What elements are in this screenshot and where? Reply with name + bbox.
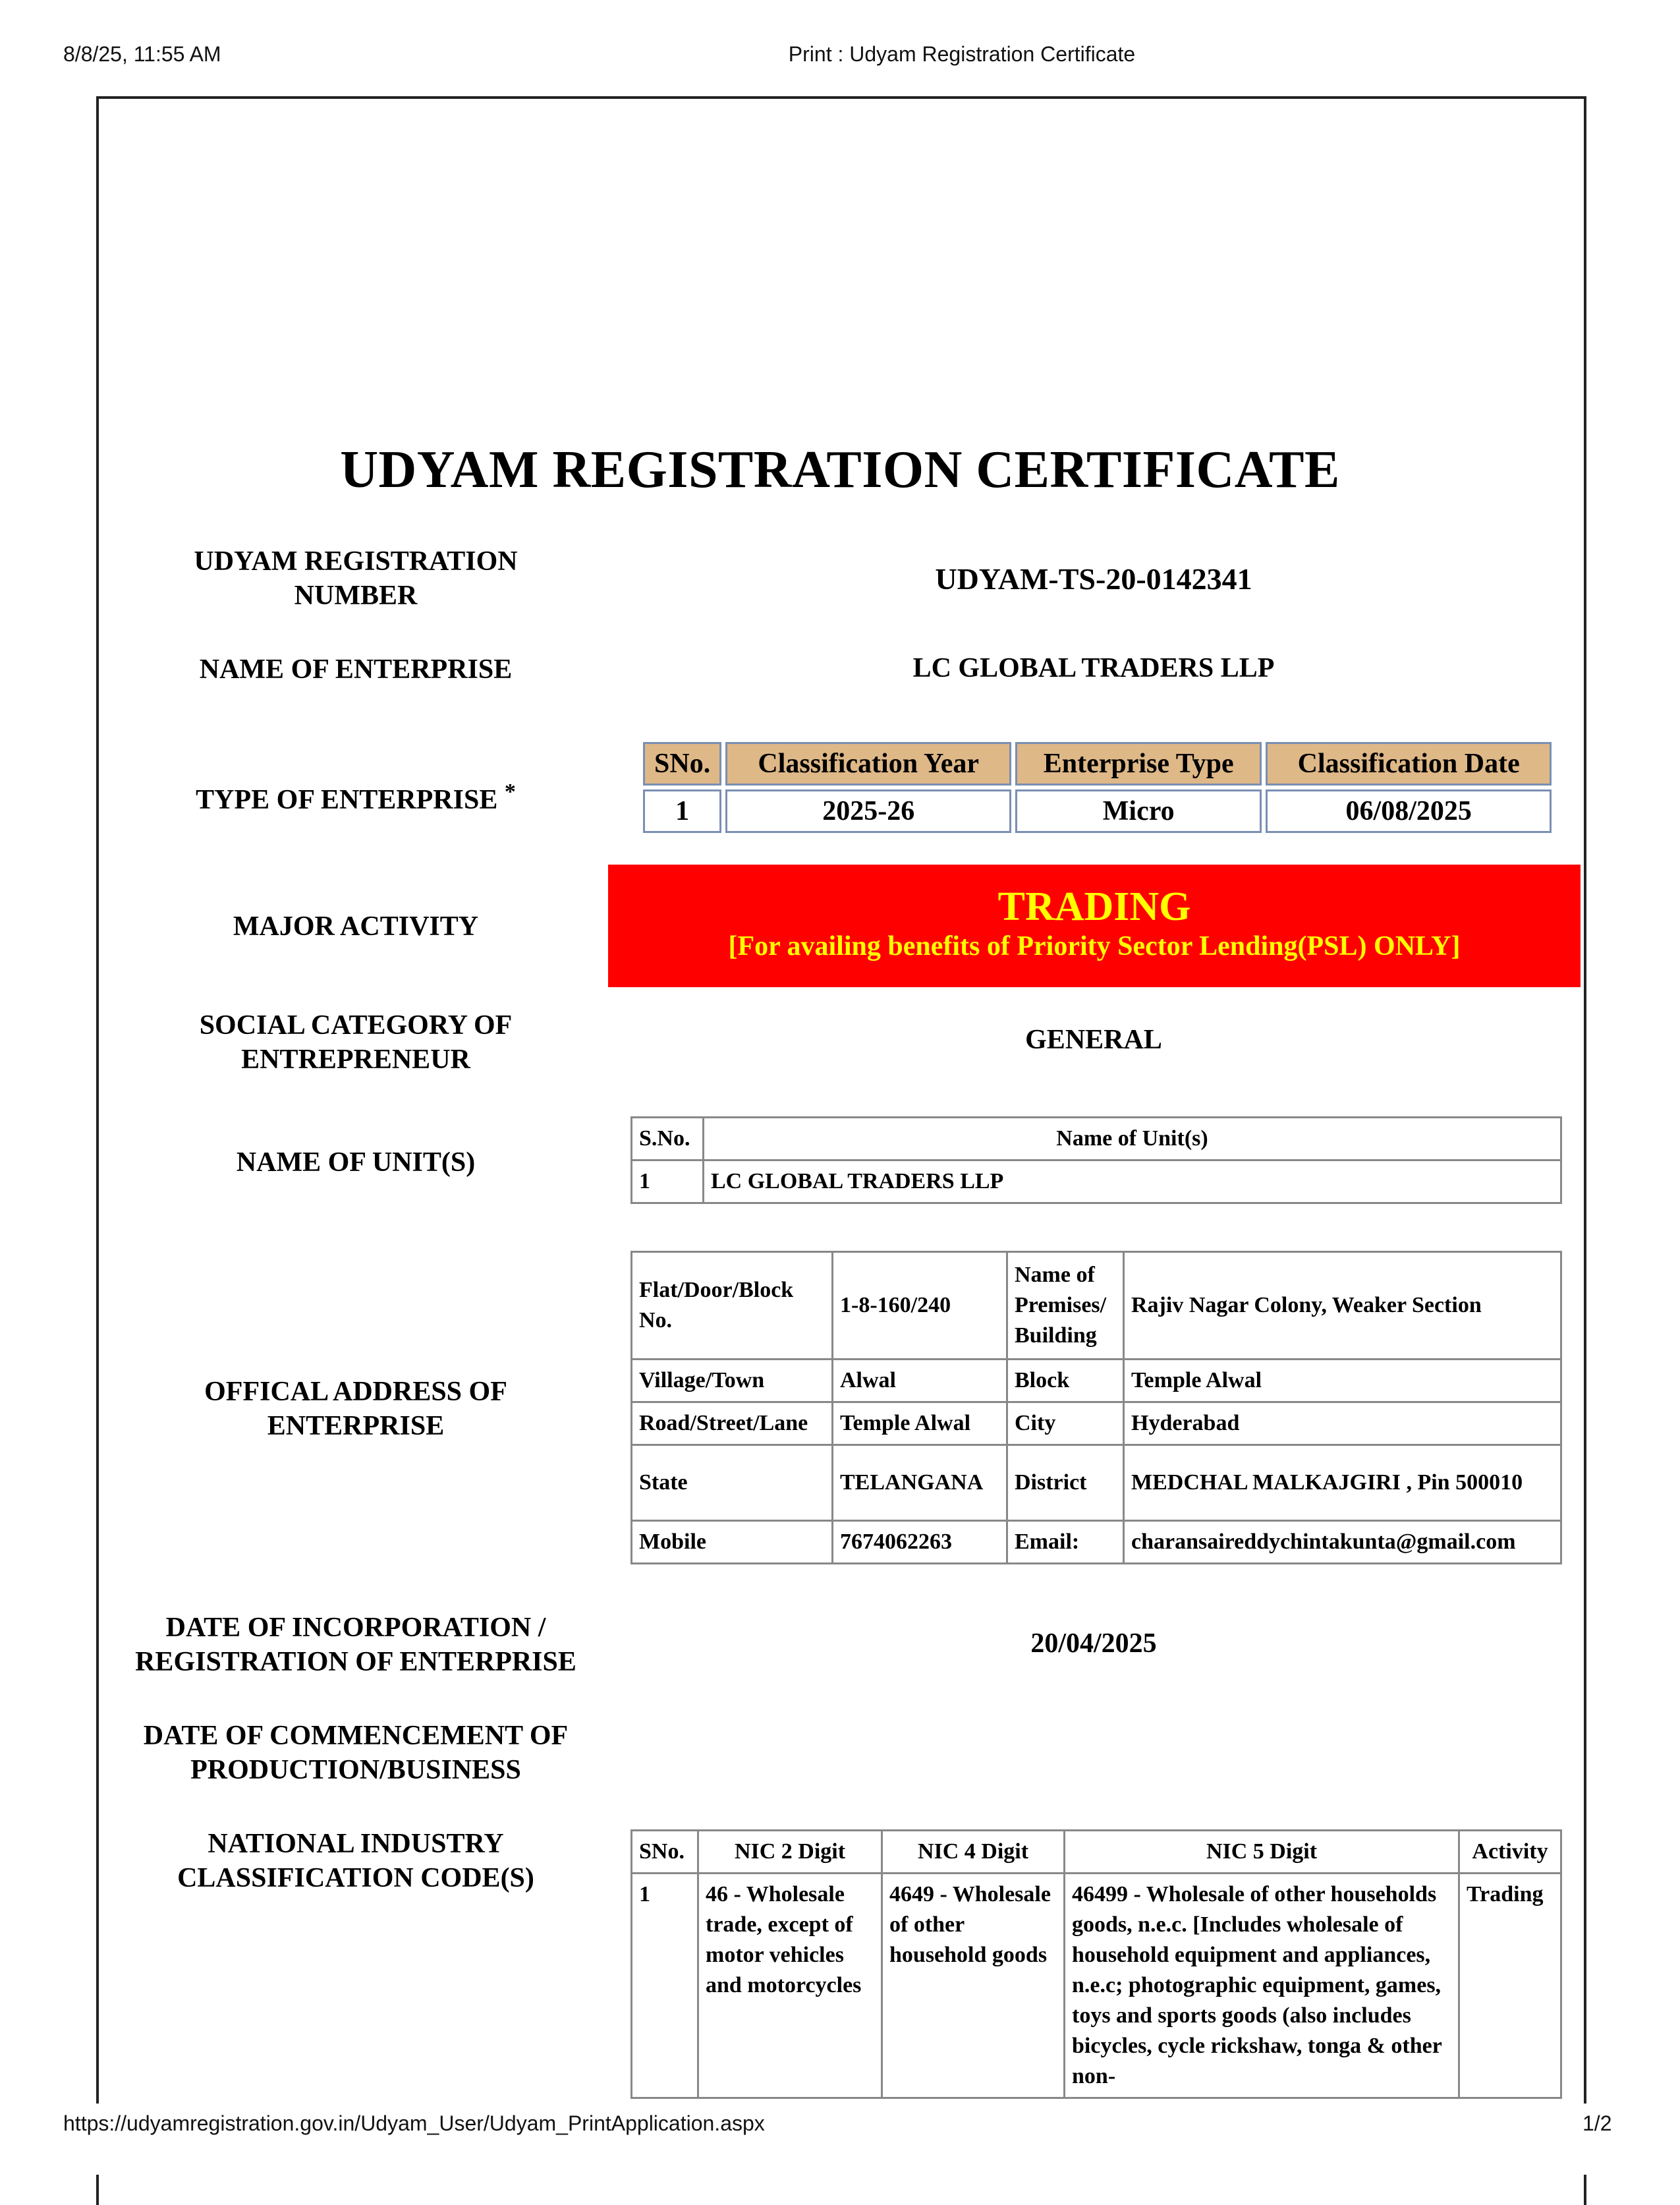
enterprise-name-value: LC GLOBAL TRADERS LLP [912, 653, 1275, 683]
table-cell: 1 [632, 1160, 704, 1203]
table-header: Classification Date [1266, 742, 1552, 786]
table-cell: Trading [1459, 1874, 1561, 2098]
print-page-title: Print : Udyam Registration Certificate [788, 42, 1136, 66]
enterprise-name-label: NAME OF ENTERPRISE [199, 654, 513, 685]
table-header: Enterprise Type [1015, 742, 1262, 786]
table-cell: 46499 - Wholesale of other households goods, n.e.c. [Includes wholesale of household equipment and appliances, n.e.c; photographic equipment, games, toys and sports goods (also includes bicycles, cycle rickshaw, tonga & other non- [1065, 1874, 1459, 2098]
table-header: NIC 2 Digit [698, 1831, 882, 1874]
address-field-value: Temple Alwal [1124, 1360, 1561, 1402]
certificate-title: UDYAM REGISTRATION CERTIFICATE [340, 441, 1340, 499]
address-field-value: Temple Alwal [833, 1402, 1007, 1445]
address-field-label: Flat/Door/Block No. [632, 1252, 833, 1360]
address-field-value: Rajiv Nagar Colony, Weaker Section [1124, 1252, 1561, 1360]
address-field-label: State [632, 1445, 833, 1521]
table-header: Classification Year [725, 742, 1011, 786]
table-cell: Micro [1015, 789, 1262, 833]
table-header: SNo. [632, 1831, 698, 1874]
table-header-row [632, 1118, 1561, 1160]
table-cell: 2025-26 [725, 789, 1011, 833]
social-category-label: SOCIAL CATEGORY OF ENTREPRENEUR [199, 1010, 513, 1075]
address-field-label: City [1007, 1402, 1124, 1445]
print-url[interactable]: https://udyamregistration.gov.in/Udyam_User/Udyam_PrintApplication.aspx [63, 2111, 765, 2135]
table-header: SNo. [643, 742, 721, 786]
reg-number-label: UDYAM REGISTRATION NUMBER [194, 546, 518, 611]
enterprise-type-label: TYPE OF ENTERPRISE * [196, 780, 516, 815]
address-field-value: Hyderabad [1124, 1402, 1561, 1445]
table-row [632, 1160, 1561, 1203]
print-datetime: 8/8/25, 11:55 AM [63, 42, 221, 66]
address-table [630, 1251, 1562, 1564]
address-field-value: 1-8-160/240 [833, 1252, 1007, 1360]
address-field-value: charansaireddychintakunta@gmail.com [1124, 1521, 1561, 1564]
address-field-label: District [1007, 1445, 1124, 1521]
table-cell: 46 - Wholesale trade, except of motor vehicles and motorcycles [698, 1874, 882, 2098]
address-field-label: Mobile [632, 1521, 833, 1564]
address-field-label: Email: [1007, 1521, 1124, 1564]
units-table [630, 1116, 1562, 1204]
address-field-value: Alwal [833, 1360, 1007, 1402]
major-activity-value: TRADING [997, 884, 1191, 929]
address-field-label: Village/Town [632, 1360, 833, 1402]
table-row [632, 1402, 1561, 1445]
major-activity-note: [For availing benefits of Priority Sector Lending(PSL) ONLY] [728, 931, 1461, 961]
table-cell: LC GLOBAL TRADERS LLP [704, 1160, 1561, 1203]
major-activity-label: MAJOR ACTIVITY [233, 911, 479, 942]
asterisk-mark: * [504, 780, 516, 804]
enterprise-type-table [639, 738, 1555, 837]
table-cell: 06/08/2025 [1266, 789, 1552, 833]
nic-label: NATIONAL INDUSTRY CLASSIFICATION CODE(S) [177, 1829, 534, 1893]
address-field-value: 7674062263 [833, 1521, 1007, 1564]
address-field-label: Road/Street/Lane [632, 1402, 833, 1445]
incorporation-date-value: 20/04/2025 [1030, 1628, 1157, 1659]
major-activity-banner [608, 865, 1581, 987]
incorporation-date-label: DATE OF INCORPORATION / REGISTRATION OF ENTERPRISE [135, 1613, 576, 1677]
table-header: Name of Unit(s) [704, 1118, 1561, 1160]
table-header: Activity [1459, 1831, 1561, 1874]
table-row [632, 1360, 1561, 1402]
table-row [632, 1445, 1561, 1521]
table-row [632, 1252, 1561, 1360]
table-header-row [643, 742, 1552, 786]
commencement-date-label: DATE OF COMMENCEMENT OF PRODUCTION/BUSINESS [143, 1721, 569, 1785]
units-label: NAME OF UNIT(S) [236, 1147, 476, 1178]
table-cell: 1 [643, 789, 721, 833]
reg-number-value: UDYAM-TS-20-0142341 [935, 562, 1252, 596]
address-field-label: Block [1007, 1360, 1124, 1402]
table-header-row [632, 1831, 1561, 1874]
table-header: NIC 5 Digit [1065, 1831, 1459, 1874]
print-page-number: 1/2 [1582, 2111, 1612, 2135]
social-category-value: GENERAL [1025, 1025, 1162, 1055]
address-field-value: MEDCHAL MALKAJGIRI , Pin 500010 [1124, 1445, 1561, 1521]
address-field-label: Name of Premises/ Building [1007, 1252, 1124, 1360]
address-label: OFFICAL ADDRESS OF ENTERPRISE [204, 1377, 507, 1441]
table-cell: 1 [632, 1874, 698, 2098]
table-row [632, 1521, 1561, 1564]
table-header: NIC 4 Digit [882, 1831, 1065, 1874]
table-cell: 4649 - Wholesale of other household goods [882, 1874, 1065, 2098]
address-field-value: TELANGANA [833, 1445, 1007, 1521]
nic-table [630, 1829, 1562, 2099]
table-row [643, 789, 1552, 833]
table-header: S.No. [632, 1118, 704, 1160]
table-row [632, 1874, 1561, 2098]
